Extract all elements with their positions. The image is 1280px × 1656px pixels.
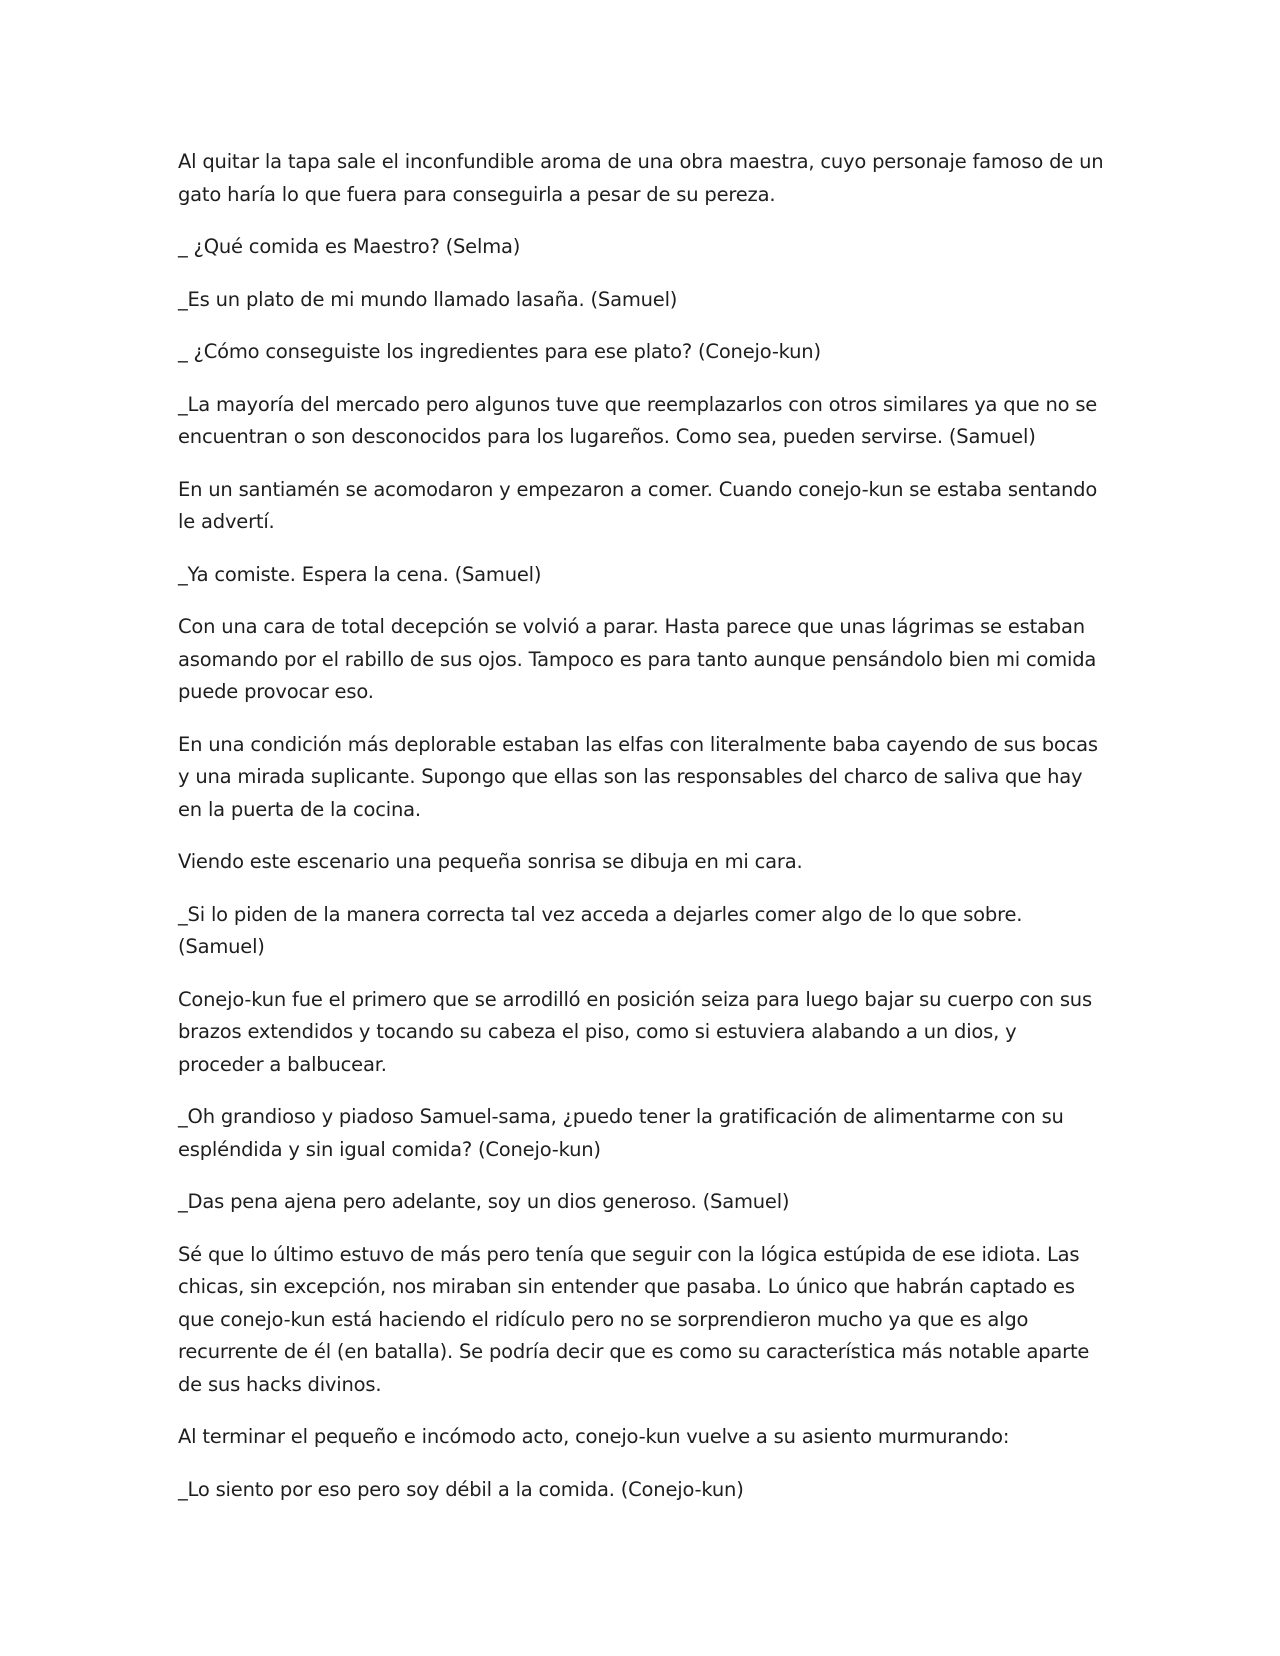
dialogue-line: _Es un plato de mi mundo llamado lasaña. (Samuel) [178, 287, 678, 311]
body-text [178, 146, 1106, 1526]
paragraph: Al quitar la tapa sale el inconfundible aroma de una obra maestra, cuyo personaje famoso de un gato haría lo que fuera para conseguirla a pesar de su pereza. [178, 150, 1104, 206]
dialogue-line: _Ya comiste. Espera la cena. (Samuel) [178, 562, 542, 586]
paragraph: En un santiamén se acomodaron y empezaron a comer. Cuando conejo-kun se estaba sentando le advertí. [178, 477, 1098, 533]
paragraph: Conejo-kun fue el primero que se arrodilló en posición seiza para luego bajar su cuerpo con sus brazos extendidos y tocando su cabeza el piso, como si estuviera alabando a un dios, y proceder a balbucear. [178, 987, 1092, 1076]
dialogue-line: _ ¿Qué comida es Maestro? (Selma) [178, 235, 521, 258]
dialogue-line: _Lo siento por eso pero soy débil a la comida. (Conejo-kun) [178, 1477, 744, 1501]
paragraph: Viendo este escenario una pequeña sonrisa se dibuja en mi cara. [178, 850, 803, 873]
paragraph: En una condición más deplorable estaban las elfas con literalmente baba cayendo de sus bocas y una mirada suplicante. Supongo que ellas son las responsables del charco de saliva que hay en la puerta de la cocina. [178, 732, 1098, 821]
paragraph: Sé que lo último estuvo de más pero tenía que seguir con la lógica estúpida de ese idiota. Las chicas, sin excepción, nos miraban sin entender que pasaba. Lo único que habrán captado es que conejo-kun está haciendo el ridículo pero no se sorprendieron mucho ya que es algo recurrente de él (en batalla). Se podría decir que es como su característica más notable aparte de sus hacks divinos. [178, 1242, 1090, 1396]
dialogue-line: _Das pena ajena pero adelante, soy un dios generoso. (Samuel) [178, 1190, 790, 1213]
dialogue-line: _Oh grandioso y piadoso Samuel-sama, ¿puedo tener la gratificación de alimentarme con su espléndida y sin igual comida? (Conejo-kun) [178, 1105, 1064, 1161]
paragraph: Al terminar el pequeño e incómodo acto, conejo-kun vuelve a su asiento murmurando: [178, 1425, 1010, 1448]
paragraph: Con una cara de total decepción se volvió a parar. Hasta parece que unas lágrimas se estaban asomando por el rabillo de sus ojos. Tampoco es para tanto aunque pensándolo bien mi comida puede provocar eso. [178, 615, 1097, 703]
dialogue-line: _La mayoría del mercado pero algunos tuve que reemplazarlos con otros similares ya que no se encuentran o son desconocidos para los lugareños. Como sea, pueden servirse. (Samuel) [178, 392, 1098, 448]
dialogue-line: _ ¿Cómo conseguiste los ingredientes para ese plato? (Conejo-kun) [178, 340, 821, 363]
dialogue-line: _Si lo piden de la manera correcta tal vez acceda a dejarles comer algo de lo que sobre. (Samuel) [178, 902, 1023, 958]
